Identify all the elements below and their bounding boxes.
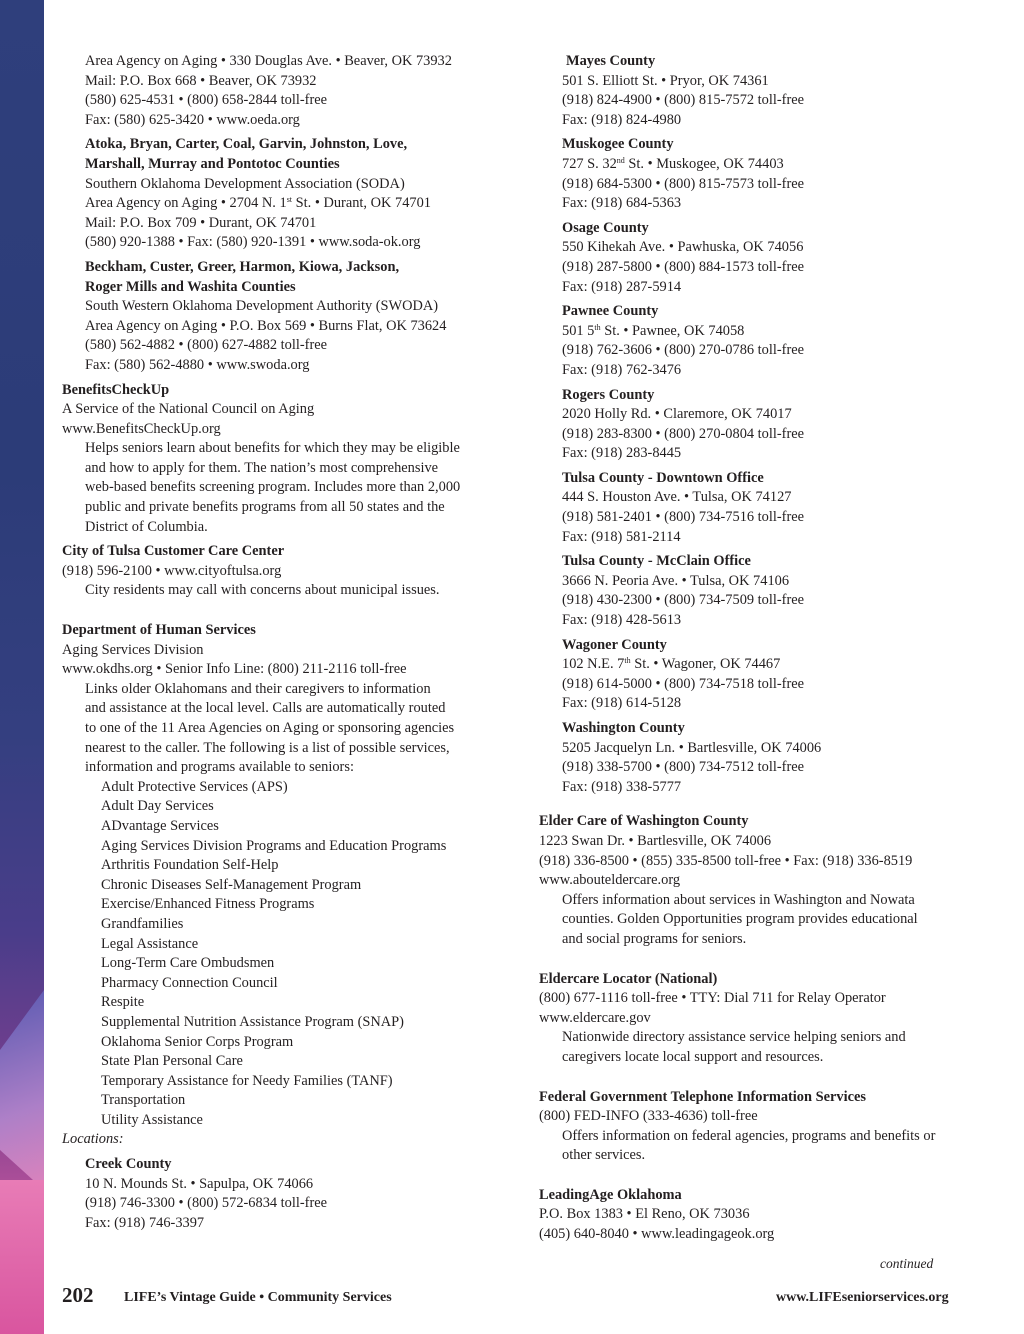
text-line: www.BenefitsCheckUp.org — [62, 420, 221, 437]
county-list — [539, 52, 979, 797]
left-column — [62, 52, 502, 1233]
text-line: Area Agency on Aging • P.O. Box 569 • Burns Flat, OK 73624 — [85, 317, 447, 334]
dhs-entry — [62, 621, 502, 1233]
text-line: (580) 562-4882 • (800) 627-4882 toll-free — [85, 337, 328, 354]
county-address: 5205 Jacquelyn Ln. • Bartlesville, OK 74006 — [562, 739, 822, 756]
county-phone: (918) 581-2401 • (800) 734-7516 toll-free — [562, 509, 805, 526]
entry-title: Department of Human Services — [62, 622, 256, 639]
county-entry — [562, 552, 979, 630]
list-item: Oklahoma Senior Corps Program — [101, 1033, 294, 1050]
text-line: (580) 920-1388 • Fax: (580) 920-1391 • www.soda-ok.org — [85, 234, 421, 251]
county-name: Pawnee County — [562, 303, 659, 320]
county-name: Tulsa County - Downtown Office — [562, 469, 764, 486]
description-line: information and programs available to seniors: — [85, 759, 354, 776]
list-item: Long-Term Care Ombudsmen — [101, 955, 275, 972]
list-item: Chronic Diseases Self-Management Program — [101, 876, 362, 893]
county-name: Washington County — [562, 720, 685, 736]
text-line: (800) 677-1116 toll-free • TTY: Dial 711 for Relay Operator — [539, 990, 886, 1007]
superscript: th — [594, 322, 601, 332]
list-item: Transportation — [101, 1092, 186, 1109]
text-part: 501 5 — [562, 322, 595, 339]
text-line: (580) 625-4531 • (800) 658-2844 toll-free — [85, 92, 328, 109]
locations-label: Locations: — [62, 1131, 124, 1148]
county-name: Wagoner County — [562, 636, 667, 653]
text-part: St. • Wagoner, OK 74467 — [630, 656, 781, 673]
list-item: Temporary Assistance for Needy Families (TANF) — [101, 1072, 393, 1089]
description-line: caregivers locate local support and resources. — [562, 1048, 824, 1065]
county-entry — [562, 302, 979, 380]
text-line: Fax: (580) 625-3420 • www.oeda.org — [85, 111, 300, 128]
county-entry — [562, 636, 979, 714]
text-part: 102 N.E. 7 — [562, 656, 625, 673]
county-name: Mayes County — [566, 53, 656, 69]
entry-title: Elder Care of Washington County — [539, 813, 749, 830]
county-phone: (918) 762-3606 • (800) 270-0786 toll-free — [562, 342, 805, 359]
text-part: Area Agency on Aging • 2704 N. 1 — [85, 195, 287, 212]
text-line: (405) 640-8040 • www.leadingageok.org — [539, 1226, 775, 1243]
entry-heading: Roger Mills and Washita Counties — [85, 278, 296, 295]
list-item: Utility Assistance — [101, 1111, 203, 1128]
superscript: nd — [616, 155, 625, 165]
description-line: and how to apply for them. The nation’s most comprehensive — [85, 459, 439, 476]
text-line: www.okdhs.org • Senior Info Line: (800) 211-2116 toll-free — [62, 661, 407, 678]
description-line: and assistance at the local level. Calls are automatically routed — [85, 700, 446, 717]
description-line: Helps seniors learn about benefits for which they may be eligible — [85, 440, 460, 457]
list-item: ADvantage Services — [101, 817, 219, 834]
description-line: web-based benefits screening program. Includes more than 2,000 — [85, 479, 461, 496]
text-line: A Service of the National Council on Aging — [62, 401, 315, 418]
continued-note: continued — [880, 1256, 934, 1271]
list-item: Adult Protective Services (APS) — [101, 778, 288, 795]
county-fax: Fax: (918) 614-5128 — [562, 695, 682, 712]
text-line: (918) 596-2100 • www.cityoftulsa.org — [62, 562, 282, 579]
county-name: Rogers County — [562, 386, 655, 403]
eldercare-washington-entry — [539, 812, 979, 949]
description-line: public and private benefits programs from all 50 states and the — [85, 499, 445, 516]
superscript: th — [624, 656, 631, 666]
superscript: st — [286, 195, 293, 205]
page-number: 202 — [62, 1283, 94, 1307]
list-item: Legal Assistance — [101, 935, 199, 952]
description-line: nearest to the caller. The following is a list of possible services, — [85, 739, 450, 756]
county-name: Tulsa County - McClain Office — [562, 553, 751, 570]
creek-county-entry — [62, 1155, 502, 1233]
county-entry — [562, 219, 979, 297]
text-line: Area Agency on Aging • 330 Douglas Ave. • Beaver, OK 73932 — [85, 53, 452, 69]
county-fax: Fax: (918) 684-5363 — [562, 195, 682, 212]
right-column — [539, 52, 979, 1245]
county-entry — [562, 135, 979, 213]
county-phone: (918) 338-5700 • (800) 734-7512 toll-free — [562, 759, 805, 776]
county-fax: Fax: (918) 428-5613 — [562, 612, 682, 629]
text-line: Southern Oklahoma Development Association (SODA) — [85, 175, 405, 192]
county-name: Muskogee County — [562, 136, 674, 153]
county-address: 501 S. Elliott St. • Pryor, OK 74361 — [562, 72, 769, 89]
list-item: Adult Day Services — [101, 798, 214, 815]
text-line: 10 N. Mounds St. • Sapulpa, OK 74066 — [85, 1175, 314, 1192]
text-part: St. • Muskogee, OK 74403 — [624, 155, 784, 172]
description-line: Nationwide directory assistance service helping seniors and — [562, 1029, 906, 1046]
county-name: Osage County — [562, 219, 649, 236]
soda-entry — [62, 135, 502, 253]
list-item: Exercise/Enhanced Fitness Programs — [101, 896, 315, 913]
list-item: Arthritis Foundation Self-Help — [101, 857, 279, 874]
text-part: St. • Pawnee, OK 74058 — [600, 322, 745, 339]
text-part: St. • Durant, OK 74701 — [292, 195, 431, 212]
stripe-shape-bottom — [0, 1180, 44, 1334]
text-line: Aging Services Division — [62, 641, 204, 658]
county-fax: Fax: (918) 824-4980 — [562, 111, 682, 128]
county-fax: Fax: (918) 338-5777 — [562, 778, 682, 795]
county-address: 550 Kihekah Ave. • Pawhuska, OK 74056 — [562, 239, 804, 256]
text-line: P.O. Box 1383 • El Reno, OK 73036 — [539, 1206, 750, 1223]
county-phone: (918) 283-8300 • (800) 270-0804 toll-free — [562, 425, 805, 442]
entry-title: LeadingAge Oklahoma — [539, 1186, 682, 1203]
description-line: counties. Golden Opportunities program provides educational — [562, 911, 918, 928]
county-fax: Fax: (918) 283-8445 — [562, 445, 682, 462]
entry-title: Eldercare Locator (National) — [539, 970, 718, 987]
county-phone: (918) 824-4900 • (800) 815-7572 toll-free — [562, 92, 805, 109]
oeda-entry — [62, 52, 502, 130]
county-entry — [562, 469, 979, 547]
entry-title: BenefitsCheckUp — [62, 381, 170, 398]
county-address — [562, 322, 979, 342]
description-line: District of Columbia. — [85, 518, 208, 535]
list-item: Supplemental Nutrition Assistance Program (SNAP) — [101, 1013, 404, 1030]
entry-heading: Atoka, Bryan, Carter, Coal, Garvin, Johnston, Love, — [85, 136, 408, 153]
county-entry — [562, 386, 979, 464]
county-address — [562, 155, 979, 175]
services-list — [62, 778, 502, 1131]
entry-heading: Marshall, Murray and Pontotoc Counties — [85, 155, 340, 172]
entry-title: Federal Government Telephone Information Services — [539, 1088, 866, 1105]
footer-title: LIFE’s Vintage Guide • Community Services — [124, 1290, 392, 1305]
description-line: Offers information about services in Washington and Nowata — [562, 891, 915, 908]
county-phone: (918) 287-5800 • (800) 884-1573 toll-free — [562, 258, 805, 275]
swoda-entry — [62, 258, 502, 376]
benefitscheckup-entry — [62, 381, 502, 538]
county-fax: Fax: (918) 287-5914 — [562, 278, 682, 295]
description-line: Links older Oklahomans and their caregivers to information — [85, 680, 431, 697]
text-line: Fax: (580) 562-4880 • www.swoda.org — [85, 356, 310, 373]
eldercare-locator-entry — [539, 970, 979, 1068]
county-address: 3666 N. Peoria Ave. • Tulsa, OK 74106 — [562, 572, 790, 589]
county-address: 2020 Holly Rd. • Claremore, OK 74017 — [562, 406, 792, 423]
description-line: other services. — [562, 1147, 646, 1164]
county-phone: (918) 430-2300 • (800) 734-7509 toll-free — [562, 592, 805, 609]
list-item: State Plan Personal Care — [101, 1053, 243, 1070]
text-line: (800) FED-INFO (333-4636) toll-free — [539, 1108, 758, 1125]
county-fax: Fax: (918) 762-3476 — [562, 361, 682, 378]
text-line: South Western Oklahoma Development Authority (SWODA) — [85, 298, 439, 315]
list-item: Pharmacy Connection Council — [101, 974, 278, 991]
county-fax: Fax: (918) 581-2114 — [562, 528, 681, 545]
county-phone: (918) 684-5300 • (800) 815-7573 toll-free — [562, 175, 805, 192]
description-line: to one of the 11 Area Agencies on Aging or sponsoring agencies — [85, 720, 455, 736]
description-line: City residents may call with concerns about municipal issues. — [85, 582, 440, 599]
text-line — [85, 194, 502, 214]
text-line: 1223 Swan Dr. • Bartlesville, OK 74006 — [539, 832, 772, 849]
text-line: Fax: (918) 746-3397 — [85, 1214, 205, 1231]
text-part: 727 S. 32 — [562, 155, 617, 172]
entry-heading: Beckham, Custer, Greer, Harmon, Kiowa, Jackson, — [85, 258, 400, 275]
county-address: 444 S. Houston Ave. • Tulsa, OK 74127 — [562, 489, 792, 506]
text-line: Mail: P.O. Box 668 • Beaver, OK 73932 — [85, 72, 317, 89]
text-line: www.eldercare.gov — [539, 1009, 651, 1026]
list-item: Respite — [101, 994, 145, 1011]
list-item: Aging Services Division Programs and Education Programs — [101, 837, 447, 854]
list-item: Grandfamilies — [101, 915, 184, 932]
footer-url: www.LIFEseniorservices.org — [776, 1290, 949, 1305]
text-line: (918) 746-3300 • (800) 572-6834 toll-free — [85, 1195, 328, 1212]
text-line: Mail: P.O. Box 709 • Durant, OK 74701 — [85, 214, 317, 231]
entry-title: City of Tulsa Customer Care Center — [62, 543, 285, 560]
description-line: and social programs for seniors. — [562, 930, 747, 947]
description-line: Offers information on federal agencies, programs and benefits or — [562, 1127, 936, 1144]
leadingage-entry — [539, 1186, 979, 1245]
county-phone: (918) 614-5000 • (800) 734-7518 toll-free — [562, 675, 805, 692]
text-line: (918) 336-8500 • (855) 335-8500 toll-free • Fax: (918) 336-8519 — [539, 852, 913, 869]
county-entry — [562, 52, 979, 130]
county-name: Creek County — [85, 1156, 172, 1173]
county-address — [562, 655, 979, 675]
tulsa-care-entry — [62, 542, 502, 601]
federal-info-entry — [539, 1088, 979, 1166]
text-line: www.abouteldercare.org — [539, 872, 681, 889]
county-entry — [562, 719, 979, 797]
